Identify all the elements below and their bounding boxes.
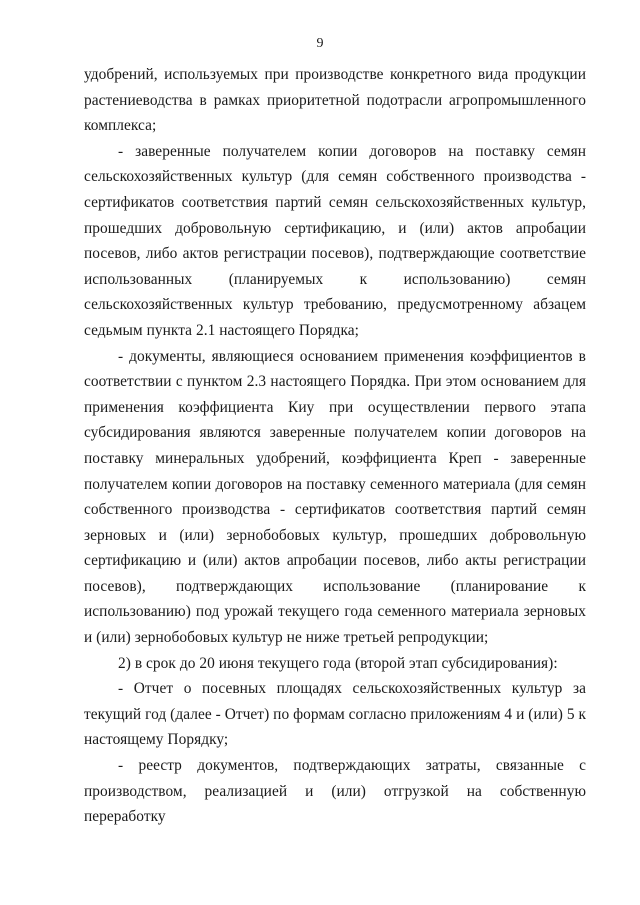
page-number: 9 [316,36,324,51]
paragraph-continuation: удобрений, используемых при производстве конкретного вида продукции растениеводства в рамках приоритетной подотрасли агропромышленного комплекса; [84,66,586,135]
paragraph-coefficient-documents: - документы, являющиеся основанием применения коэффициентов в соответствии с пунктом 2.3 настоящего Порядка. При этом основанием для применения коэффициента Киу при осуществлении первого этапа субсидирования являются заверенные получателем копии договоров на поставку минеральных удобрений, коэффициента Креп - заверенные получателем копии договоров на поставку семенного материала (для семян собственного производства - сертификатов соответствия партий семян зерновых и (или) зернобобовых культур, прошедших добровольную сертификацию и (или) актов апробации посевов, либо акты регистрации посевов), подтверждающих использование (планирование к использованию) под урожай текущего года семенного материала зерновых и (или) зернобобовых культур не ниже третьей репродукции; [84,347,586,647]
paragraph-sown-area-report: - Отчет о посевных площадях сельскохозяйственных культур за текущий год (далее - Отчет) по формам согласно приложениям 4 и (или) 5 к настоящему Порядку; [84,680,586,749]
paragraph-seed-contracts: - заверенные получателем копии договоров на поставку семян сельскохозяйственных культур (для семян собственного производства - сертификатов соответствия партий семян сельскохозяйственных культур, прошедших добровольную сертификацию, и (или) актов апробации посевов, либо актов регистрации посевов), подтверждающие соответствие использованных (планируемых к использованию) семян сельскохозяйственных культур требованию, предусмотренному абзацем седьмым пункта 2.1 настоящего Порядка; [84,142,586,339]
paragraph-second-stage-deadline: 2) в срок до 20 июня текущего года (второй этап субсидирования): [118,654,558,672]
document-body [84,62,586,830]
paragraph-cost-register: - реестр документов, подтверждающих затраты, связанные с производством, реализацией и (или) отгрузкой на собственную переработку [84,757,586,826]
